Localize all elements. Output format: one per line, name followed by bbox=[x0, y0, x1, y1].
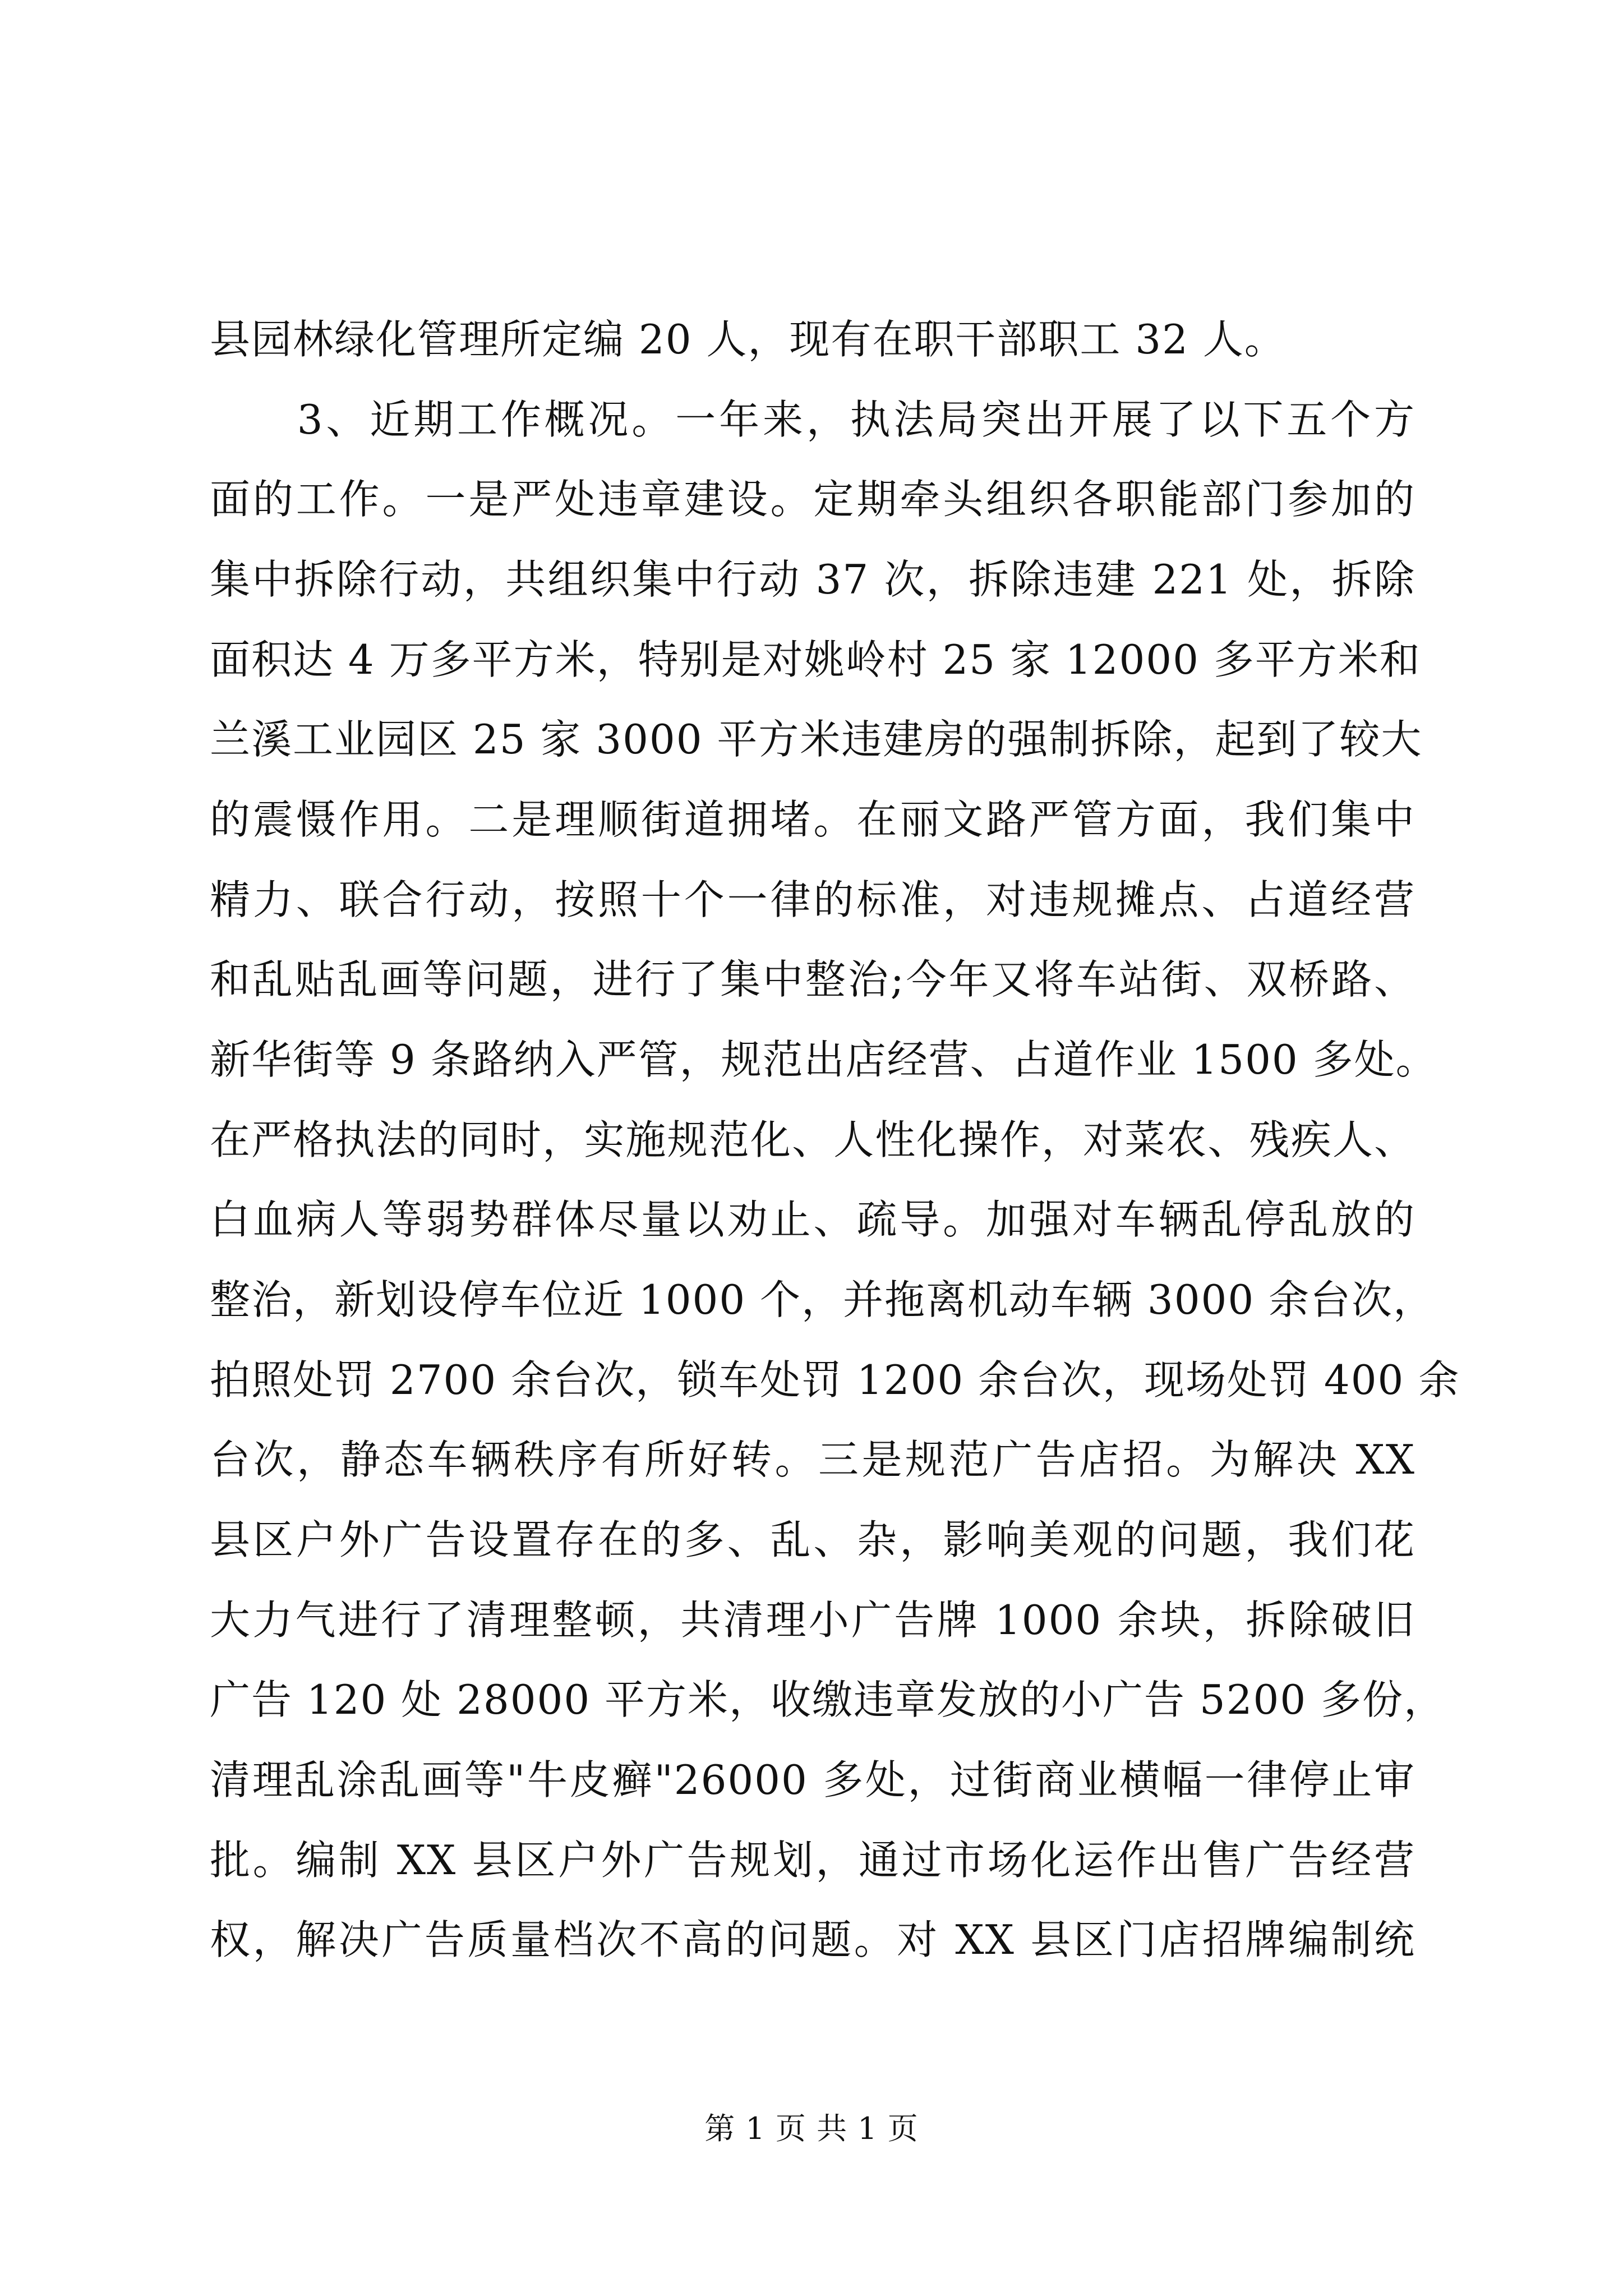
text-line: 大力气进行了清理整顿，共清理小广告牌 1000 余块，拆除破旧 bbox=[210, 1596, 1415, 1644]
text-line: 和乱贴乱画等问题，进行了集中整治;今年又将车站街、双桥路、 bbox=[210, 956, 1415, 1003]
text-line: 面的工作。一是严处违章建设。定期牵头组织各职能部门参加的 bbox=[210, 476, 1415, 523]
text-line: 拍照处罚 2700 余台次，锁车处罚 1200 余台次，现场处罚 400 余 bbox=[210, 1356, 1460, 1404]
text-line: 县园林绿化管理所定编 20 人，现有在职干部职工 32 人。 bbox=[210, 316, 1286, 363]
text-line: 整治，新划设停车位近 1000 个，并拖离机动车辆 3000 余台次， bbox=[210, 1276, 1435, 1323]
page-footer: 第 1 页 共 1 页 bbox=[704, 2111, 919, 2146]
text-line: 在严格执法的同时，实施规范化、人性化操作，对菜农、残疾人、 bbox=[210, 1116, 1415, 1163]
text-line: 3、近期工作概况。一年来，执法局突出开展了以下五个方 bbox=[210, 396, 1415, 443]
text-line: 面积达 4 万多平方米，特别是对姚岭村 25 家 12000 多平方米和 bbox=[210, 636, 1421, 683]
text-line: 集中拆除行动，共组织集中行动 37 次，拆除违建 221 处，拆除 bbox=[210, 556, 1415, 603]
text-line: 广告 120 处 28000 平方米，收缴违章发放的小广告 5200 多份， bbox=[210, 1676, 1446, 1723]
text-line: 精力、联合行动，按照十个一律的标准，对违规摊点、占道经营 bbox=[210, 876, 1415, 923]
text-line: 清理乱涂乱画等"牛皮癣"26000 多处，过街商业横幅一律停止审 bbox=[210, 1756, 1415, 1803]
text-line: 新华街等 9 条路纳入严管，规范出店经营、占道作业 1500 多处。 bbox=[210, 1036, 1437, 1083]
text-line: 权，解决广告质量档次不高的问题。对 XX 县区门店招牌编制统 bbox=[210, 1916, 1415, 1963]
text-line: 的震慑作用。二是理顺街道拥堵。在丽文路严管方面，我们集中 bbox=[210, 796, 1415, 843]
text-line: 兰溪工业园区 25 家 3000 平方米违建房的强制拆除，起到了较大 bbox=[210, 716, 1423, 763]
text-line: 白血病人等弱势群体尽量以劝止、疏导。加强对车辆乱停乱放的 bbox=[210, 1196, 1415, 1243]
text-line: 县区户外广告设置存在的多、乱、杂，影响美观的问题，我们花 bbox=[210, 1516, 1415, 1563]
text-line: 台次，静态车辆秩序有所好转。三是规范广告店招。为解决 XX bbox=[210, 1436, 1415, 1483]
text-line: 批。编制 XX 县区户外广告规划，通过市场化运作出售广告经营 bbox=[210, 1837, 1415, 1884]
